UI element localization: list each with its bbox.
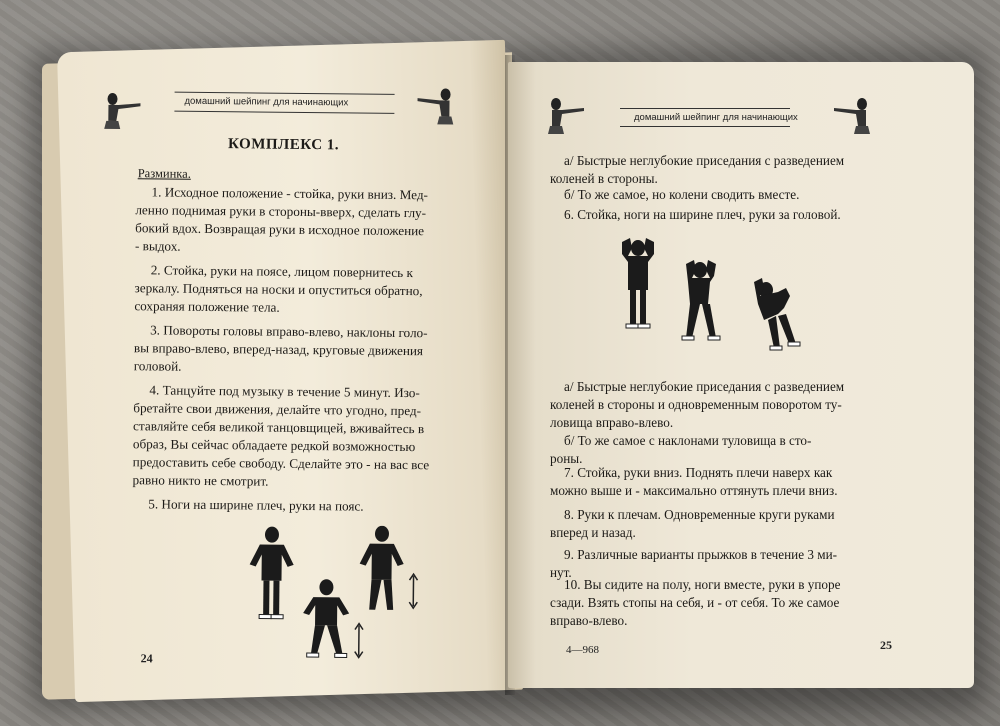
text-line: ставляйте себя великой танцовщицей, вживайтесь в [133, 418, 425, 437]
header-rule [175, 92, 395, 95]
text-line: 9. Различные варианты прыжков в течение 3 ми- [564, 547, 838, 562]
text-line: 2. Стойка, руки на поясе, лицом повернитесь к [150, 262, 413, 281]
text-line: б/ То же самое, но колени сводить вместе. [564, 187, 800, 202]
text-line: зеркалу. Подняться на носки и опуститься обратно, [134, 280, 423, 299]
header-rule [620, 126, 790, 127]
figure-tiptoe [359, 526, 404, 610]
text-line: коленей в стороны и одновременным поворотом ту- [550, 397, 842, 412]
text-line: - выдох. [134, 238, 181, 254]
text-line: вправо-влево. [550, 613, 628, 628]
text-line: 6. Стойка, ноги на ширине плеч, руки за головой. [564, 207, 841, 222]
header-rule [620, 108, 790, 109]
text-line: 10. Вы сидите на полу, ноги вместе, руки в упоре [564, 577, 841, 592]
up-down-arrow-icon [355, 624, 363, 658]
exercise-illustration [241, 524, 423, 676]
text-line: головой. [133, 358, 182, 374]
text-line: 5. Ноги на ширине плеч, руки на пояс. [148, 496, 364, 514]
header-rule [174, 111, 394, 114]
section-heading: Разминка. [137, 166, 191, 181]
up-down-arrow-icon [409, 574, 417, 608]
text-line: бретайте свои движения, делайте что угодно, пред- [133, 400, 422, 419]
running-header: домашний шейпинг для начинающих [634, 112, 798, 123]
figure-squat [303, 579, 350, 657]
text-line: а/ Быстрые неглубокие приседания с разведением [564, 153, 845, 168]
text-line: 7. Стойка, руки вниз. Поднять плечи наверх как [564, 465, 833, 480]
text-line: ленно поднимая руки в стороны-вверх, сделать глу- [135, 202, 427, 221]
page-title: КОМПЛЕКС 1. [227, 136, 340, 154]
text-line: 4. Танцуйте под музыку в течение 5 минут. Изо- [149, 382, 420, 401]
page-number: 25 [880, 638, 892, 652]
woman-figure-icon [544, 96, 590, 136]
text-line: 3. Повороты головы вправо-влево, наклоны голо- [150, 322, 428, 341]
text-line: образ, Вы сейчас обладаете редкой возможностью [132, 436, 416, 455]
woman-figure-icon [411, 86, 457, 126]
figure-squat-bend [754, 278, 800, 350]
figure-squat-twist [682, 260, 720, 340]
running-header: домашний шейпинг для начинающих [184, 95, 349, 109]
text-line: 8. Руки к плечам. Одновременные круги руками [564, 507, 835, 522]
page-number: 24 [140, 651, 153, 666]
text-line: можно выше и - максимально оттянуть плечи вниз. [550, 483, 838, 498]
text-line: вперед и назад. [550, 525, 636, 540]
left-page [57, 40, 523, 702]
text-line: б/ То же самое с наклонами туловища в сто- [564, 433, 812, 448]
text-line: сохраняя положение тела. [134, 298, 280, 315]
text-line: вы вправо-влево, вперед-назад, круговые движения [133, 340, 424, 359]
text-line: роны. [550, 451, 583, 466]
text-line: равно никто не смотрит. [132, 472, 269, 489]
signature-mark: 4—968 [566, 644, 599, 656]
text-line: предоставить себе свободу. Сделайте это - на вас все [132, 454, 430, 473]
text-line: а/ Быстрые неглубокие приседания с разведением [564, 379, 845, 394]
text-line: ловища вправо-влево. [550, 415, 674, 430]
right-page [508, 62, 974, 688]
text-line: нут. [550, 565, 572, 580]
text-line: 1. Исходное положение - стойка, руки вниз. Мед- [151, 184, 429, 203]
figure-hands-behind-head [622, 238, 654, 328]
woman-figure-icon [100, 91, 146, 131]
text-line: сзади. Взять стопы на себя, и - от себя. То же самое [550, 595, 840, 610]
text-line: коленей в стороны. [550, 171, 658, 186]
text-line: бокий вдох. Возвращая руки в исходное положение [135, 220, 425, 239]
figure-standing [249, 526, 294, 618]
exercise-illustration [608, 234, 818, 354]
woman-figure-icon [828, 96, 874, 136]
